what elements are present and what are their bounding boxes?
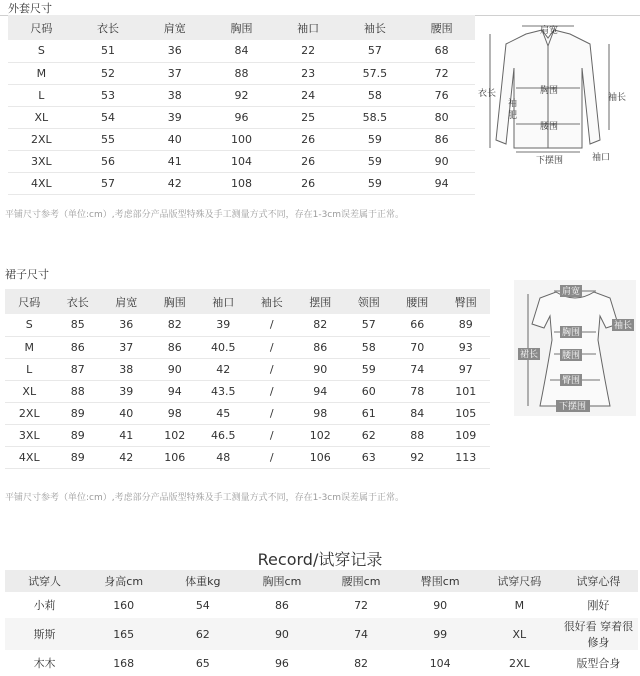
table-cell: 37 [141, 62, 208, 84]
table-row [8, 150, 475, 172]
table-cell: 82 [296, 314, 345, 336]
table-cell: 57 [75, 172, 142, 194]
table-cell: 56 [75, 150, 142, 172]
table-cell: 55 [75, 128, 142, 150]
table-cell: 58 [345, 336, 394, 358]
jacket-label-cuff: 袖口 [592, 153, 611, 163]
jacket-label-sleeve-length: 袖长 [608, 93, 627, 103]
table-cell: 74 [322, 618, 401, 650]
table-cell: 42 [199, 358, 248, 380]
table-cell: 86 [274, 598, 289, 612]
table-cell: 57.5 [342, 62, 409, 84]
table-cell: 88 [54, 380, 103, 402]
table-cell: 90 [433, 598, 448, 612]
table-cell: 41 [102, 424, 151, 446]
table-cell: 86 [151, 336, 200, 358]
jacket-table-header-row [8, 15, 475, 40]
table-cell: 37 [102, 336, 151, 358]
table-cell: 72 [354, 598, 369, 612]
column-header: 臀围cm [401, 570, 480, 592]
table-cell: 86 [296, 336, 345, 358]
table-cell: 70 [393, 336, 442, 358]
table-cell: L [5, 358, 54, 380]
column-header: 体重kg [163, 570, 242, 592]
table-cell: 斯斯 [5, 618, 84, 650]
table-cell: / [248, 446, 297, 468]
table-cell: 78 [393, 380, 442, 402]
table-cell: 90 [408, 150, 475, 172]
column-header: 衣长 [75, 15, 142, 40]
table-cell: 104 [429, 656, 451, 670]
record-section-title: Record/试穿记录 [257, 550, 383, 569]
table-cell: 59 [342, 150, 409, 172]
table-cell: 74 [393, 358, 442, 380]
table-cell: 86 [54, 336, 103, 358]
table-cell: 165 [84, 618, 163, 650]
table-cell: / [248, 358, 297, 380]
table-cell: 2XL [508, 656, 530, 670]
table-cell: 65 [195, 656, 210, 670]
table-row [8, 128, 475, 150]
jacket-label-hem: 下摆围 [536, 156, 564, 166]
table-cell: 100 [208, 128, 275, 150]
dress-label-waist: 腰围 [562, 351, 581, 361]
table-cell: 109 [442, 424, 491, 446]
table-row [5, 336, 490, 358]
table-cell: 98 [151, 402, 200, 424]
dress-size-table [5, 289, 490, 469]
jacket-size-note: 平铺尺寸参考（单位:cm）,考虑部分产品版型特殊及手工测量方式不同，存在1-3cm误差属于正常。 [5, 210, 405, 220]
table-cell: 39 [102, 380, 151, 402]
table-cell: 89 [54, 424, 103, 446]
table-cell: 63 [345, 446, 394, 468]
column-header: 胸围cm [242, 570, 321, 592]
column-header: 腰围 [408, 15, 475, 40]
dress-label-chest: 胸围 [562, 328, 581, 338]
table-cell: 39 [141, 106, 208, 128]
table-cell: 62 [163, 618, 242, 650]
table-cell: 99 [401, 618, 480, 650]
table-cell: 40.5 [199, 336, 248, 358]
table-cell: 22 [275, 40, 342, 62]
column-header: 袖口 [199, 289, 248, 314]
column-header: 身高cm [84, 570, 163, 592]
table-cell: 88 [208, 62, 275, 84]
table-cell: 3XL [8, 150, 75, 172]
table-cell: 40 [102, 402, 151, 424]
table-cell: 24 [275, 84, 342, 106]
column-header: 胸围 [151, 289, 200, 314]
table-cell: 102 [151, 424, 200, 446]
dress-diagram [514, 280, 636, 416]
table-cell: 43.5 [199, 380, 248, 402]
table-cell: 84 [393, 402, 442, 424]
table-cell: / [248, 336, 297, 358]
table-cell: 89 [54, 402, 103, 424]
table-cell: 很好看 穿着很修身 [559, 618, 638, 650]
table-cell: 96 [274, 656, 289, 670]
table-cell: 68 [408, 40, 475, 62]
dress-size-note: 平铺尺寸参考（单位:cm）,考虑部分产品版型特殊及手工测量方式不同，存在1-3cm误差属于正常。 [5, 493, 405, 503]
table-cell: 38 [102, 358, 151, 380]
column-header: 衣长 [54, 289, 103, 314]
jacket-size-table [8, 15, 475, 195]
table-cell: 26 [275, 128, 342, 150]
table-cell: 52 [75, 62, 142, 84]
jacket-section-title: 外套尺寸 [8, 2, 52, 15]
column-header: 尺码 [5, 289, 54, 314]
column-header: 摆围 [296, 289, 345, 314]
table-cell: 4XL [8, 172, 75, 194]
table-cell: 106 [151, 446, 200, 468]
table-cell: 45 [199, 402, 248, 424]
table-cell: 36 [102, 314, 151, 336]
table-cell: 90 [151, 358, 200, 380]
table-cell: 2XL [8, 128, 75, 150]
table-cell: 85 [54, 314, 103, 336]
table-cell: 82 [354, 656, 369, 670]
table-cell: / [248, 424, 297, 446]
table-cell: 39 [199, 314, 248, 336]
table-cell: 66 [393, 314, 442, 336]
table-cell: 58.5 [342, 106, 409, 128]
table-cell: 82 [151, 314, 200, 336]
table-cell: / [248, 314, 297, 336]
table-row [8, 40, 475, 62]
dress-label-shoulder: 肩宽 [562, 287, 581, 297]
table-cell: XL [480, 618, 559, 650]
table-cell: 51 [75, 40, 142, 62]
table-cell: 4XL [5, 446, 54, 468]
table-cell: 3XL [5, 424, 54, 446]
table-cell: 59 [342, 128, 409, 150]
table-cell: L [8, 84, 75, 106]
column-header: 腰围 [393, 289, 442, 314]
table-cell: XL [5, 380, 54, 402]
table-cell: 94 [151, 380, 200, 402]
table-row [8, 84, 475, 106]
table-row [5, 618, 638, 650]
table-cell: 23 [275, 62, 342, 84]
column-header: 肩宽 [102, 289, 151, 314]
table-cell: 168 [113, 656, 135, 670]
table-cell: 木木 [33, 657, 56, 670]
column-header: 袖长 [248, 289, 297, 314]
column-header: 试穿尺码 [480, 570, 559, 592]
jacket-label-sleeve-width-2: 肥 [508, 111, 518, 121]
table-row [5, 592, 638, 618]
table-cell: 59 [345, 358, 394, 380]
table-cell: 46.5 [199, 424, 248, 446]
table-cell: 54 [75, 106, 142, 128]
dress-section-title: 裙子尺寸 [5, 268, 49, 281]
table-row [8, 106, 475, 128]
table-cell: 89 [54, 446, 103, 468]
table-row [5, 358, 490, 380]
dress-label-hem: 下摆围 [559, 402, 587, 412]
table-row [5, 314, 490, 336]
table-cell: M [8, 62, 75, 84]
table-cell: 25 [275, 106, 342, 128]
table-cell: 42 [141, 172, 208, 194]
table-cell: XL [8, 106, 75, 128]
table-cell: 版型合身 [576, 657, 621, 670]
table-cell: 26 [275, 172, 342, 194]
column-header: 尺码 [8, 15, 75, 40]
table-cell: M [5, 336, 54, 358]
jacket-diagram [478, 20, 628, 170]
table-cell: 26 [275, 150, 342, 172]
table-cell: 刚好 [587, 599, 610, 612]
column-header: 肩宽 [141, 15, 208, 40]
table-cell: 80 [408, 106, 475, 128]
table-row [8, 172, 475, 194]
table-cell: 160 [113, 598, 135, 612]
dress-label-sleeve-length: 袖长 [614, 321, 633, 331]
table-cell: 89 [442, 314, 491, 336]
table-cell: 60 [345, 380, 394, 402]
table-cell: 38 [141, 84, 208, 106]
table-cell: 58 [342, 84, 409, 106]
table-cell: 94 [408, 172, 475, 194]
table-cell: 101 [442, 380, 491, 402]
table-cell: 98 [296, 402, 345, 424]
jacket-label-shoulder: 肩宽 [540, 26, 559, 36]
table-cell: 48 [199, 446, 248, 468]
column-header: 领围 [345, 289, 394, 314]
dress-label-length: 裙长 [520, 350, 539, 360]
column-header: 袖口 [275, 15, 342, 40]
table-cell: 57 [345, 314, 394, 336]
table-cell: 92 [208, 84, 275, 106]
column-header: 臀围 [442, 289, 491, 314]
table-cell: 105 [442, 402, 491, 424]
record-table-header-row [5, 570, 638, 592]
column-header: 腰围cm [322, 570, 401, 592]
table-cell: 88 [393, 424, 442, 446]
table-row [5, 446, 490, 468]
table-cell: 62 [345, 424, 394, 446]
table-cell: 42 [102, 446, 151, 468]
table-cell: 40 [141, 128, 208, 150]
table-cell: 57 [342, 40, 409, 62]
table-cell: M [514, 598, 525, 612]
table-cell: / [248, 380, 297, 402]
dress-table-header-row [5, 289, 490, 314]
table-cell: 90 [242, 618, 321, 650]
table-cell: 97 [442, 358, 491, 380]
column-header: 试穿人 [5, 570, 84, 592]
table-cell: 54 [195, 598, 210, 612]
column-header: 胸围 [208, 15, 275, 40]
table-row [5, 380, 490, 402]
jacket-label-chest: 胸围 [540, 86, 559, 96]
table-cell: 86 [408, 128, 475, 150]
table-cell: 小莉 [33, 599, 56, 612]
table-cell: 84 [208, 40, 275, 62]
table-cell: 61 [345, 402, 394, 424]
table-cell: 106 [296, 446, 345, 468]
table-cell: 36 [141, 40, 208, 62]
column-header: 试穿心得 [559, 570, 638, 592]
table-row [5, 402, 490, 424]
table-cell: 94 [296, 380, 345, 402]
table-cell: 102 [296, 424, 345, 446]
table-cell: S [8, 40, 75, 62]
column-header: 袖长 [342, 15, 409, 40]
jacket-label-waist: 腰围 [540, 122, 559, 132]
dress-label-hip: 臀围 [562, 376, 581, 386]
table-cell: 104 [208, 150, 275, 172]
table-cell: 53 [75, 84, 142, 106]
table-cell: / [248, 402, 297, 424]
jacket-label-length: 衣长 [478, 89, 497, 99]
jacket-label-sleeve-width-1: 袖 [508, 99, 518, 109]
table-cell: 72 [408, 62, 475, 84]
table-cell: 90 [296, 358, 345, 380]
table-cell: 76 [408, 84, 475, 106]
table-cell: 96 [208, 106, 275, 128]
record-table [5, 570, 638, 676]
table-row [5, 424, 490, 446]
table-cell: 113 [442, 446, 491, 468]
table-cell: 92 [393, 446, 442, 468]
table-cell: 59 [342, 172, 409, 194]
table-cell: 2XL [5, 402, 54, 424]
table-cell: 93 [442, 336, 491, 358]
table-row [5, 650, 638, 676]
table-cell: 41 [141, 150, 208, 172]
table-row [8, 62, 475, 84]
table-cell: S [5, 314, 54, 336]
table-cell: 108 [208, 172, 275, 194]
table-cell: 87 [54, 358, 103, 380]
